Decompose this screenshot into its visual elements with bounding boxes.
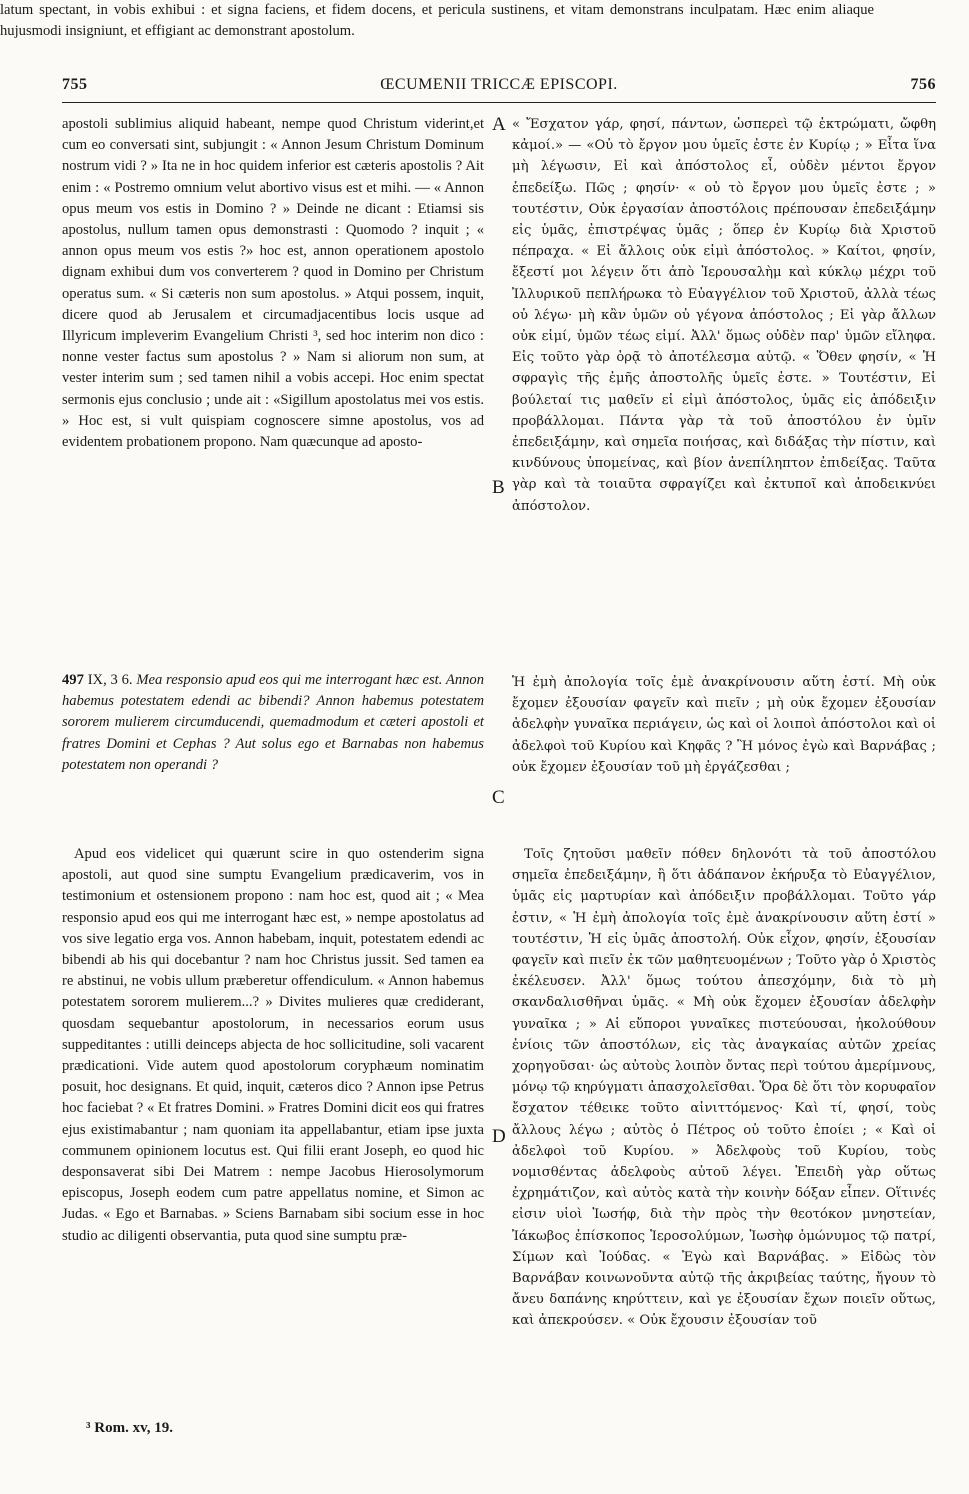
greek-column-bottom — [512, 844, 936, 1332]
latin-column-top — [62, 114, 484, 453]
section-number: 497 — [62, 672, 84, 688]
greek-paragraph-bottom: Τοῖς ζητοῦσι μαθεῖν πόθεν δηλονότι τὰ τοῦ ἀποστόλου σημεῖα ἐπεδειξάμην, ἢ ὅτι ἀδάπανον ἐκήρυξα τὸ Εὐαγγέλιον, ὑμᾶς εἰς μαρτυρίαν καὶ ἀπόδειξιν προβάλλομαι. Τοῦτο γάρ ἐστιν, « Ἡ ἐμὴ ἀπολογία τοῖς ἐμὲ ἀνακρίνουσιν αὕτη ἐστί » τουτέστιν, Ἡ εἰς ὑμᾶς ἀποστολή. Οὐκ εἶχον, φησίν, ἐξουσίαν φαγεῖν καὶ πιεῖν ἐκ τῶν μαθητευομένων ; Τοῦτο γὰρ ὁ Χριστὸς ἐκέλευσεν. Ἀλλ' ὅμως τούτου ἀπεσχόμην, διὰ τὸ μὴ σκανδαλισθῆναι ὑμᾶς. « Μὴ οὐκ ἔχομεν ἐξουσίαν ἀδελφὴν γυναῖκα ; » Αἱ εὔποροι γυναῖκες πιστεύουσαι, ἠκολούθουν ἐνίοις τῶν ἀποστόλων, εἰς τὰς ἀναγκαίας αὐτῶν χρείας χορηγοῦσαι· ὡς αὐτοὺς λοιπὸν ὄντας περὶ τούτου ἀμερίμνους, μόνῳ τῷ κηρύγματι ἀπασχολεῖσθαι. Ὅρα δὲ ὅτι τὸν κορυφαῖον ἔσχατον τέθεικε τοῦτο αἰνιττόμενος· Καὶ τί, φησί, τοὺς ἄλλους λέγω ; αὐτὸς ὁ Πέτρος οὐ τοῦτο ἐποίει ; « Καὶ οἱ ἀδελφοὶ τοῦ Κυρίου. » Ἀδελφοὺς τοῦ Κυρίου, τοὺς νομισθέντας ἀδελφοὺς αὐτοῦ λέγει. Ἐπειδὴ γὰρ οὕτως ἐχρημάτιζον, καὶ αὐτὸς κατὰ τὴν κοινὴν δόξαν εἶπεν. Οἵτινές εἰσιν υἱοὶ Ἰωσήφ, διὰ τὴν πρὸς τὴν θεοτόκον μνηστείαν, Ἰάκωβος ἐπίσκοπος Ἱεροσολύμων, Ἰωσὴφ ὁμώνυμος τῷ πατρί, Σίμων καὶ Ἰούδας. « Ἐγὼ καὶ Βαρνάβας. » Εἰδὼς τὸν Βαρνάβαν κοινωνοῦντα αὐτῷ τῆς ἀκριβείας ταύτης, ἤγουν τὸ ἄνευ δαπάνης κηρύττειν, καὶ γε ἐξουσίαν ἔχων ποιεῖν οὕτως, καὶ ἀπεκρούσεν. « Οὐκ ἔχουσιν ἐξουσίαν τοῦ — [512, 847, 936, 1329]
page-number-right: 756 — [910, 76, 936, 93]
section-lemma — [62, 670, 484, 776]
running-title: ŒCUMENII TRICCÆ EPISCOPI. — [380, 76, 618, 93]
footnote: ³ Rom. xv, 19. — [86, 1420, 173, 1436]
greek-paragraph: « Ἔσχατον γάρ, φησί, πάντων, ὡσπερεὶ τῷ ἐκτρώματι, ὤφθη κἀμοί.» — «Οὐ τὸ ἔργον μου ὑμεῖς ἐστε ἐν Κυρίῳ ; » Εἶτα ἵνα μὴ λέγωσιν, Εἰ καὶ ἀπόστολος εἶ, οὐδὲν μέντοι ἔργον ἐπεδείξω. Πῶς ; φησίν· « οὐ τὸ ἔργον μου ὑμεῖς ἐστε ; » τουτέστιν, Οὐκ ἐργασίαν ἀποστόλοις πρέπουσαν ἐπεδειξάμην εἰς ὑμᾶς, ἐπιστρέψας ὑμᾶς ; ὅπερ ἐν Κυρίῳ διὰ Χριστοῦ πέπραχα. « Εἰ ἄλλοις οὐκ εἰμὶ ἀπόστολος. » Καίτοι, φησίν, ἔξεστί μοι λέγειν ὅτι ἀπὸ Ἱερουσαλὴμ καὶ κύκλῳ μέχρι τοῦ Ἰλλυρικοῦ πεπλήρωκα τὸ Εὐαγγέλιον τοῦ Χριστοῦ, ἀλλὰ τέως οὐ λέγω· μὴ κἂν ὑμῶν οὐ γέγονα ἀπόστολος ; Εἰ γὰρ ἄλλων οὐκ εἰμί, ὑμῶν τέως εἰμί. Ἀλλ' ὅμως οὐδὲν παρ' ὑμῶν εἴληφα. Εἰς τοῦτο γὰρ ὁρᾷ τὸ ἀποτέλεσμα αὐτῷ. « Ὅθεν φησίν, « Ἡ σφραγὶς τῆς ἐμῆς ἀποστολῆς ὑμεῖς ἐστε. » Τουτέστιν, Εἰ βούλεταί τις μαθεῖν εἰ εἰμὶ ἀπόστολος, ὑμᾶς εἰς ἀπόδειξιν προβάλλομαι. Πάντα γὰρ τὰ τοῦ ἀποστόλου ἐν ὑμῖν ἐπεδειξάμην, καὶ σημεῖα ποιήσας, καὶ διδάξας τὴν πίστιν, καὶ κινδύνους ὑπομείνας, καὶ βίον ἀνεπίληπτον ἐπιδείξας. Ταῦτα γὰρ καὶ τὰ τοιαῦτα σφραγίζει καὶ ἐκτυποῖ καὶ ἀποδεικνύει ἀπόστολον. — [512, 117, 936, 514]
page-header — [62, 76, 936, 103]
greek-lemma-text: Ἡ ἐμὴ ἀπολογία τοῖς ἐμὲ ἀνακρίνουσιν αὕτη ἐστί. Μὴ οὐκ ἔχομεν ἐξουσίαν φαγεῖν καὶ πιεῖν ; μὴ οὐκ ἔχομεν ἐξουσίαν ἀδελφὴν γυναῖκα περιάγειν, ὡς καὶ οἱ λοιποὶ ἀπόστολοι καὶ οἱ ἀδελφοὶ τοῦ Κυρίου καὶ Κηφᾶς ? Ἢ μόνος ἐγὼ καὶ Βαρνάβας ; οὐκ ἔχομεν ἐξουσίαν τοῦ μὴ ἐργάζεσθαι ; — [512, 675, 936, 775]
latin-paragraph: apostoli sublimius aliquid habeant, nempe quod Christum viderint,et cum eo conversati sint, subjungit : « Annon Jesum Christum Dominum nostrum vidi ? » Ita ne in hoc quidem inferior est cæteris apostolis ? Ait enim : « Postremo omnium velut abortivo visus est et mihi. — « Annon opus meum vos estis in Domino ? » Deinde ne dicant : Etiamsi sis apostolus, nullum tamen opus demonstrasti : Quomodo ? inquit ; « annon opus meum vos estis ?» hoc est, annon operationem apostolo dignam exhibui dum vos converterem ? quod in Domino per Christum operatus sum. « Si cæteris non sum apostolus. » Atqui possem, inquit, dicere quod ab Jerusalem et circumadjacentibus locis usque ad Illyricum impleverim Evangelium Christi ³, sed hoc interim non dico : nonne vester factus sum apostolus ? » Nam si aliorum non sum, at vester interim sum ; sed tamen nihil a vobis accepi. Hoc enim spectat sermonis ejus conclusio ; unde ait : «Sigillum apostolatus mei vos estis. » Hoc est, si vult quispiam cognoscere simne apostolus, vos ad evidentem probationem propono. Nam quæcunque ad aposto- — [62, 116, 484, 451]
section-lemma-text: Mea responsio apud eos qui me interrogant hæc est. Annon habemus potestatem edendi ac bibendi? Annon habemus potestatem sororem mulierem circumducendi, quemadmodum et cæteri apostoli et fratres Domini et Cephas ? Aut solus ego et Barnabas non habemus potestatem non operandi ? — [62, 672, 485, 773]
full-width-text — [0, 0, 874, 42]
latin-paragraph-bottom: Apud eos videlicet qui quærunt scire in quo ostenderim signa apostoli, aut quod sine sumptu Evangelium prædicaverim, vos in testimonium et ostensionem propono : nam hoc est, quod ait ; « Mea responsio apud eos qui me interrogant hæc est, » nempe apostolatus ad vos sive legatio erga vos. Annon habebam, inquit, potestatem edendi ac bibendi ab his qui docebantur ? nam hoc Christus jussit. Sed tamen ea re abstinui, ne vobis ullum præberetur offendiculum. « Annon habemus potestatem sororem mulierem...? » Divites mulieres quæ crediderant, quosdam sequebantur apostolorum, in necessarios eorum usus suppeditantes : utilli deinceps abjecta de hoc sollicitudine, soli vacarent prædicationi. Vide autem quod apostolorum coryphæum nominatim posuit, hoc designans. Et quid, inquit, cæteros dico ? Annon ipse Petrus hoc faciebat ? « Et fratres Domini. » Fratres Domini dicit eos qui fratres ejus existimabantur ; nam quoniam ita appellabantur, etiam ipse juxta communem opinionem locutus est. Qui filii erant Joseph, eo quod hic desponsaverat sibi Dei Matrem : nempe Jacobus Hierosolymorum episcopus, Joseph eodem cum patre appellatus nomine, et Simon ac Judas. « Ego et Barnabas. » Sciens Barnabam sibi socium esse in hoc studio ac diligenti observantia, puta quod sine sumptu præ- — [62, 846, 484, 1244]
margin-marker-d: D — [492, 1126, 506, 1147]
greek-lemma — [512, 672, 936, 778]
latin-column-bottom — [62, 844, 484, 1247]
margin-marker-b: B — [492, 477, 505, 498]
greek-column-top — [512, 114, 936, 517]
full-width-paragraph: latum spectant, in vobis exhibui : et signa faciens, et fidem docens, et pericula sustinens, et vitam demonstrans inculpatam. Hæc enim aliaque hujusmodi insigniunt, et effigiant ac demonstrant apostolum. — [0, 2, 874, 40]
margin-marker-a: A — [492, 114, 506, 135]
margin-marker-c: C — [492, 787, 505, 808]
section-reference: IX, 3 6. — [87, 672, 133, 688]
page-number-left: 755 — [62, 76, 88, 93]
